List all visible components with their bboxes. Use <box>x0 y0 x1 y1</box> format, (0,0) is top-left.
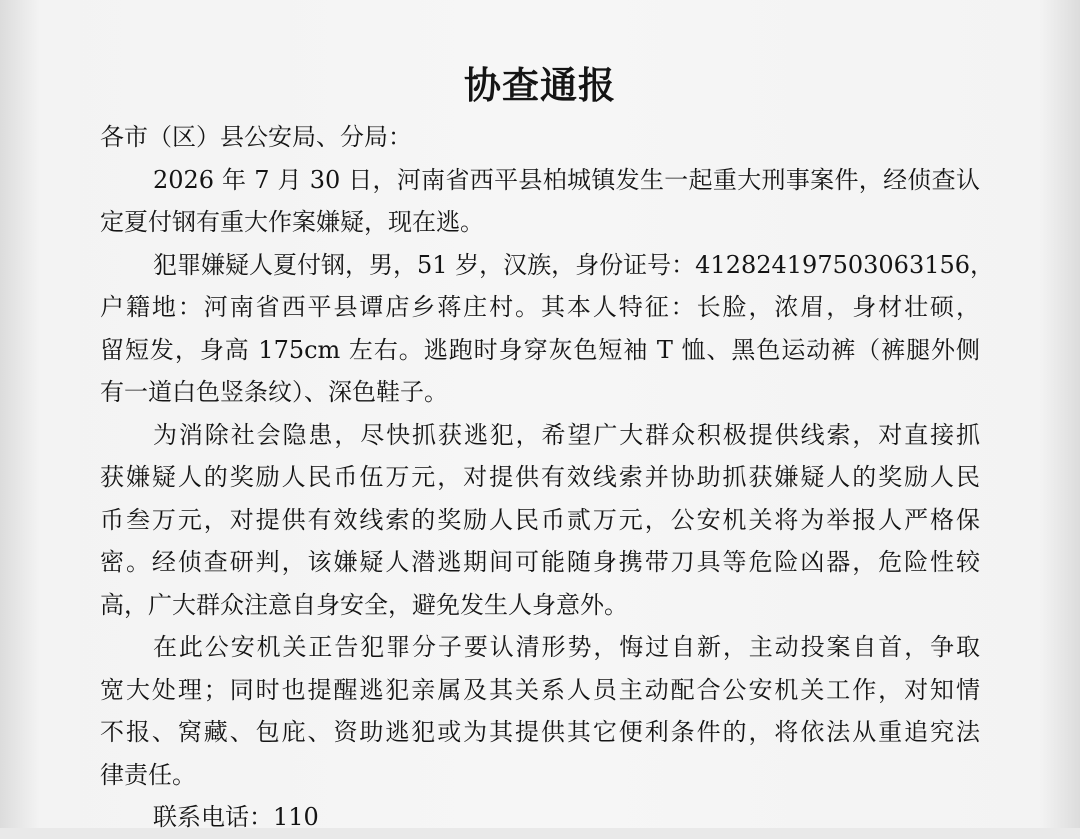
paragraph-4-line-3: 不报、窝藏、包庇、资助逃犯或为其提供其它便利条件的，将依法从重追究法 <box>100 718 980 746</box>
paragraph-4-line-1: 在此公安机关正告犯罪分子要认清形势，悔过自新，主动投案自首，争取 <box>153 633 980 661</box>
paragraph-3-line-5: 高，广大群众注意自身安全，避免发生人身意外。 <box>100 590 628 619</box>
paragraph-3-line-3: 币叁万元，对提供有效线索的奖励人民币贰万元，公安机关将为举报人严格保 <box>100 505 980 534</box>
paragraph-4-line-2: 宽大处理；同时也提醒逃犯亲属及其关系人员主动配合公安机关工作，对知情 <box>100 675 980 704</box>
paragraph-2-line-3: 留短发，身高 175cm 左右。逃跑时身穿灰色短袖 T 恤、黑色运动裤（裤腿外侧 <box>100 335 980 364</box>
notice-body <box>100 116 995 839</box>
notice-title: 协查通报 <box>464 63 616 107</box>
paragraph-1-line-1: 2026 年 7 月 30 日，河南省西平县柏城镇发生一起重大刑事案件，经侦查认 <box>153 165 980 194</box>
addressee-line: 各市（区）县公安局、分局： <box>100 123 412 151</box>
contact-phone: 联系电话：110 <box>153 803 319 831</box>
paragraph-2-line-4: 有一道白色竖条纹）、深色鞋子。 <box>100 378 448 406</box>
paragraph-4-line-4: 律责任。 <box>100 760 196 789</box>
paragraph-2-line-2: 户籍地：河南省西平县谭店乡蒋庄村。其本人特征：长脸，浓眉，身材壮硕， <box>100 293 980 321</box>
paragraph-3-line-4: 密。经侦查研判，该嫌疑人潜逃期间可能随身携带刀具等危险凶器，危险性较 <box>100 548 980 576</box>
paragraph-3-line-1: 为消除社会隐患，尽快抓获逃犯，希望广大群众积极提供线索，对直接抓 <box>153 420 980 449</box>
paragraph-2-line-1: 犯罪嫌疑人夏付钢，男，51 岁，汉族，身份证号：412824197503063156， <box>153 250 995 279</box>
paragraph-1-line-2: 定夏付钢有重大作案嫌疑，现在逃。 <box>100 208 484 236</box>
paragraph-3-line-2: 获嫌疑人的奖励人民币伍万元，对提供有效线索并协助抓获嫌疑人的奖励人民 <box>100 463 980 491</box>
